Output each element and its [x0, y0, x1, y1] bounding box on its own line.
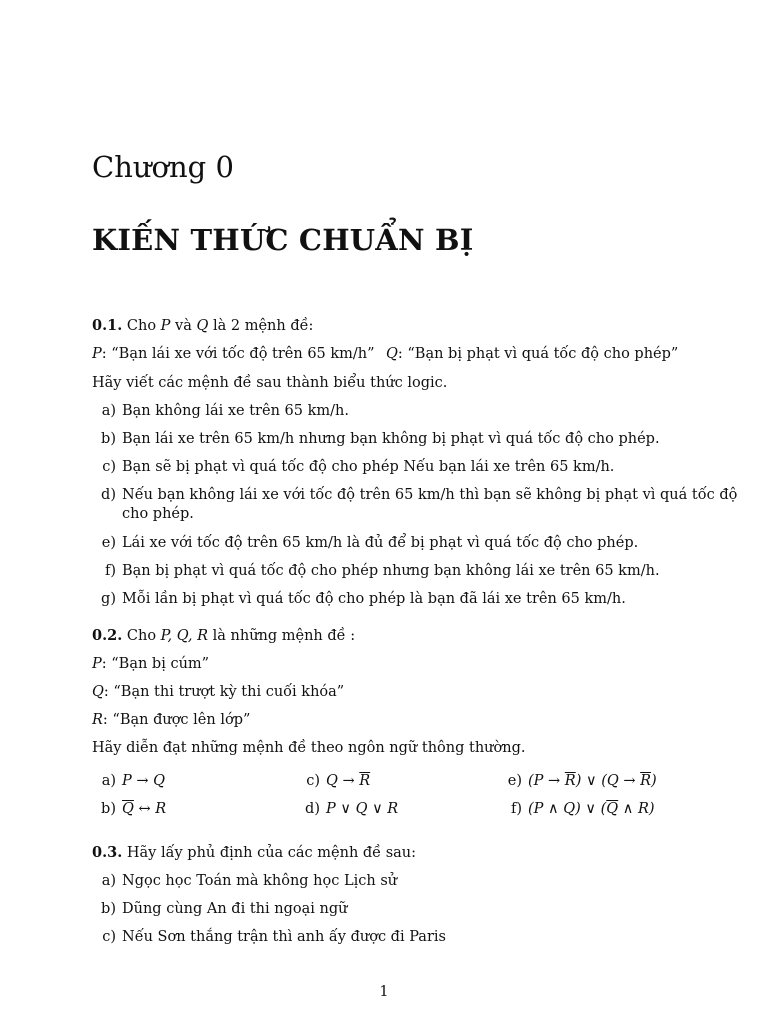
ex1-p-definition: P: “Bạn lái xe với tốc độ trên 65 km/h”	[92, 346, 375, 362]
formula-item: a) P → Q	[101, 773, 166, 789]
ex1-instruction: Hãy viết các mệnh đề sau thành biểu thức logic.	[92, 375, 448, 391]
list-item: a) Ngọc học Toán mà không học Lịch sử	[101, 873, 398, 889]
list-item: a) Bạn không lái xe trên 65 km/h.	[101, 403, 349, 419]
ex2-r-definition: R: “Bạn được lên lớp”	[92, 712, 251, 728]
list-item: b) Bạn lái xe trên 65 km/h nhưng bạn không bị phạt vì quá tốc độ cho phép.	[101, 431, 660, 447]
ex2-q-definition: Q: “Bạn thi trượt kỳ thi cuối khóa”	[92, 684, 345, 700]
ex3-intro: 0.3. Hãy lấy phủ định của các mệnh đề sau:	[92, 844, 417, 861]
ex3-number: 0.3.	[92, 844, 123, 861]
formula-item: f) (P ∧ Q) ∨ ($\overline{Q}$ ∧ R)	[510, 801, 655, 817]
page-number: 1	[379, 984, 389, 1000]
ex2-p-definition: P: “Bạn bị cúm”	[92, 656, 210, 672]
list-item-continuation: cho phép.	[122, 506, 194, 522]
chapter-heading: Chương 0	[92, 150, 234, 184]
list-item: g) Mỗi lần bị phạt vì quá tốc độ cho phép là bạn đã lái xe trên 65 km/h.	[101, 591, 626, 607]
chapter-title: KIẾN THỨC CHUẨN BỊ	[92, 223, 474, 257]
ex2-instruction: Hãy diễn đạt những mệnh đề theo ngôn ngữ thông thường.	[92, 740, 526, 756]
list-item: c) Bạn sẽ bị phạt vì quá tốc độ cho phép Nếu bạn lái xe trên 65 km/h.	[102, 459, 615, 475]
formula-item: b) $\overline{Q}$ ↔ R	[101, 801, 167, 817]
list-item: c) Nếu Sơn thắng trận thì anh ấy được đi Paris	[102, 929, 446, 945]
list-item: f) Bạn bị phạt vì quá tốc độ cho phép nhưng bạn không lái xe trên 65 km/h.	[104, 563, 660, 579]
ex2-intro: 0.2. Cho P, Q, R là những mệnh đề :	[92, 627, 356, 644]
ex1-q-definition: Q: “Bạn bị phạt vì quá tốc độ cho phép”	[386, 346, 679, 362]
ex1-intro: 0.1. Cho P và Q là 2 mệnh đề:	[92, 317, 314, 334]
list-item: e) Lái xe với tốc độ trên 65 km/h là đủ để bị phạt vì quá tốc độ cho phép.	[101, 535, 639, 551]
list-item: b) Dũng cùng An đi thi ngoại ngữ	[101, 901, 348, 917]
formula-item: d) P ∨ Q ∨ R	[305, 801, 399, 817]
list-item: d) Nếu bạn không lái xe với tốc độ trên 65 km/h thì bạn sẽ không bị phạt vì quá tốc độ	[101, 487, 738, 503]
formula-item: c) $Q \to \overline{R}$	[306, 773, 371, 789]
formula-item: e) $(P \to \overline{R})$ ∨ $(Q \to \overline{R})$	[507, 773, 657, 789]
ex2-number: 0.2.	[92, 627, 123, 644]
ex1-number: 0.1.	[92, 317, 123, 334]
